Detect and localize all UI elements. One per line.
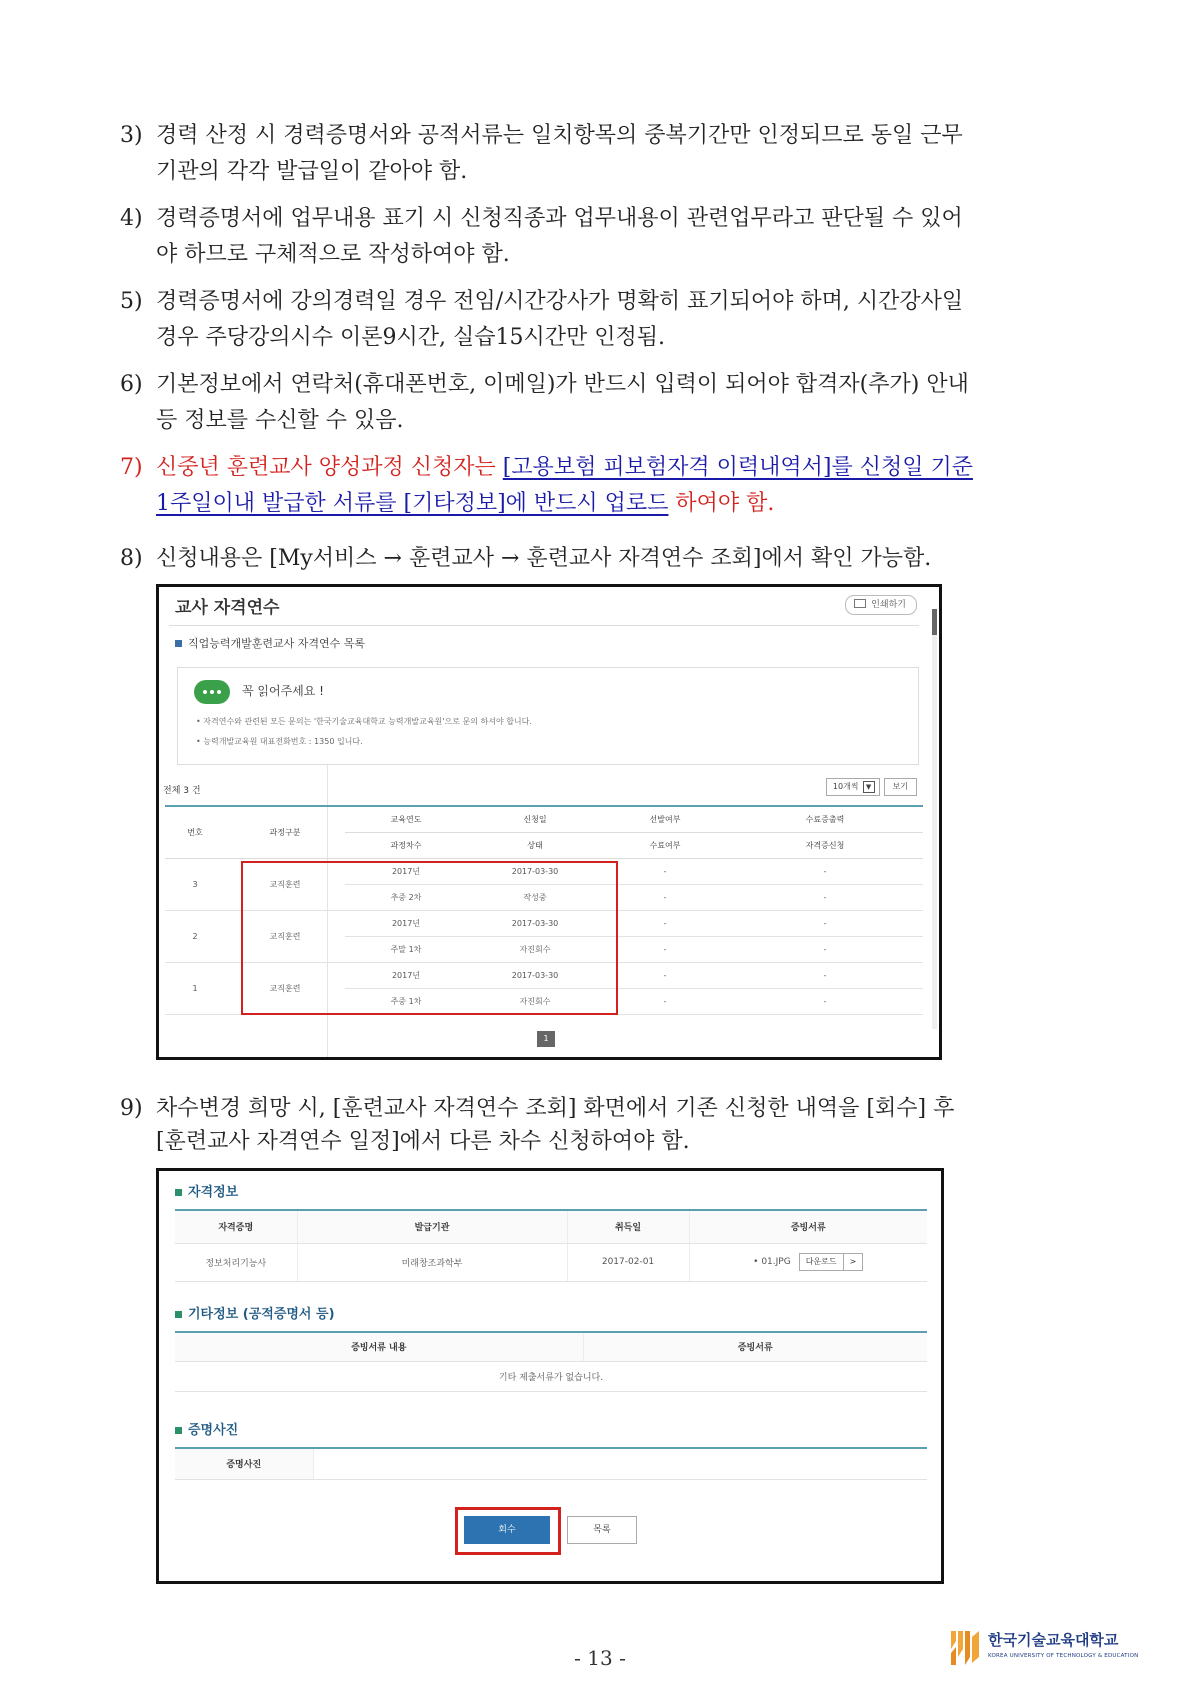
- print-button[interactable]: [845, 595, 917, 615]
- divider: [169, 625, 919, 626]
- col-header-cert-print: 수료증출력: [727, 806, 923, 833]
- page-number: - 13 -: [574, 1646, 626, 1670]
- section-heading-text: 자격정보: [188, 1185, 239, 1200]
- scrollbar[interactable]: [932, 609, 937, 1029]
- item-text-cont: 등 정보를 수신할 수 있음.: [156, 408, 404, 433]
- cell-date: 2017-03-30: [467, 859, 603, 885]
- col-header-acquired: 취득일: [567, 1211, 689, 1243]
- cell-round: 추중 2차: [345, 885, 467, 911]
- university-logo: [948, 1627, 1139, 1671]
- notice-heading: 꼭 읽어주세요 !: [242, 684, 324, 698]
- cell-qualification: 정보처리기능사: [175, 1243, 297, 1281]
- cell-date: 2017-03-30: [467, 963, 603, 989]
- photo-label: 증명사진: [175, 1449, 313, 1479]
- item-text-cont: 경우 주당강의시수 이론9시간, 실습15시간만 인정됨.: [156, 325, 665, 350]
- list-controls: [826, 778, 917, 796]
- col-header-evidence: 증빙서류: [689, 1211, 927, 1243]
- item-number: 9): [120, 1096, 143, 1121]
- item-number: 8): [120, 546, 143, 571]
- list-button[interactable]: 목록: [567, 1516, 637, 1544]
- cell-cert-print: -: [727, 963, 923, 989]
- col-header-selected: 선발여부: [603, 806, 727, 833]
- scrollbar-thumb[interactable]: [932, 609, 937, 635]
- cell-completed: -: [603, 989, 727, 1015]
- empty-message: 기타 제출서류가 없습니다.: [175, 1361, 927, 1391]
- withdraw-button[interactable]: 회수: [464, 1516, 550, 1544]
- col-header-evidence-file: 증빙서류: [583, 1333, 927, 1361]
- cell-no: 2: [165, 911, 225, 963]
- cell-selected: -: [603, 859, 727, 885]
- bullet-icon: [175, 640, 182, 647]
- item-text-cont: [156, 486, 774, 522]
- cell-cert-apply: -: [727, 989, 923, 1015]
- item-text: 차수변경 희망 시, [훈련교사 자격연수 조회] 화면에서 기존 신청한 내역을 [회수] 후: [156, 1096, 955, 1121]
- section-subtitle-text: 직업능력개발훈련교사 자격연수 목록: [188, 637, 366, 650]
- cell-status: 자진회수: [467, 989, 603, 1015]
- item-number: 6): [120, 372, 143, 397]
- cell-acquired: 2017-02-01: [567, 1243, 689, 1281]
- cell-date: 2017-03-30: [467, 911, 603, 937]
- chevron-down-icon: ▼: [863, 781, 875, 793]
- page-size-value: 10개씩: [832, 782, 859, 791]
- page-size-select[interactable]: [826, 778, 880, 796]
- notice-box: [177, 667, 919, 765]
- item-text: 기본정보에서 연락처(휴대폰번호, 이메일)가 반드시 입력이 되어야 합격자(추가) 안내: [156, 372, 969, 397]
- university-emblem-icon: [948, 1627, 982, 1669]
- cell-evidence: [689, 1243, 927, 1281]
- cell-type[interactable]: 교직훈련: [225, 963, 345, 1015]
- logo-korean-name: 한국기술교육대학교: [988, 1631, 1119, 1649]
- item-text-cont: [훈련교사 자격연수 일정]에서 다른 차수 신청하여야 함.: [156, 1129, 690, 1154]
- highlight-box: [241, 861, 618, 1015]
- col-header-year: 교육연도: [345, 806, 467, 833]
- cell-completed: -: [603, 937, 727, 963]
- view-button[interactable]: 보기: [884, 778, 917, 796]
- col-header-issuer: 발급기관: [297, 1211, 567, 1243]
- item-text: 경력증명서에 강의경력일 경우 전임/시간강사가 명확히 표기되어야 하며, 시간강사일: [156, 289, 964, 314]
- cell-no: 3: [165, 859, 225, 911]
- section-heading: [175, 1419, 238, 1438]
- cell-completed: -: [603, 885, 727, 911]
- item-text: 경력증명서에 업무내용 표기 시 신청직종과 업무내용이 관련업무라고 판단될 수 있어: [156, 206, 963, 231]
- cell-year: 2017년: [345, 911, 467, 937]
- col-header-qualification: 자격증명: [175, 1211, 297, 1243]
- highlight-box: [455, 1507, 561, 1555]
- qualification-table: [175, 1211, 927, 1282]
- col-header-date: 신청일: [467, 806, 603, 833]
- cell-year: 2017년: [345, 963, 467, 989]
- logo-english-name: KOREA UNIVERSITY OF TECHNOLOGY & EDUCATION: [988, 1653, 1139, 1659]
- item-text-emphasis: [고용보험 피보험자격 이력내역서]를 신청일 기준: [502, 455, 973, 480]
- notice-line: • 자격연수와 관련된 모든 문의는 '한국기술교육대학교 능력개발교육원'으로 문의 하셔야 합니다.: [196, 717, 532, 726]
- col-header-completed: 수료여부: [603, 833, 727, 859]
- cell-status: 작성중: [467, 885, 603, 911]
- cell-cert-print: -: [727, 911, 923, 937]
- col-header-no: 번호: [165, 806, 225, 859]
- item-number: 4): [120, 206, 143, 231]
- item-text-red: 신중년 훈련교사 양성과정 신청자는: [156, 455, 503, 480]
- section-heading: [175, 1303, 335, 1322]
- item-text-red: 하여야 함.: [668, 491, 775, 516]
- item-text: 경력 산정 시 경력증명서와 공적서류는 일치항목의 중복기간만 인정되므로 동일 근무: [156, 123, 963, 148]
- bullet-icon: [175, 1311, 182, 1318]
- cell-cert-print: -: [727, 859, 923, 885]
- col-header-evidence-content: 증빙서류 내용: [175, 1333, 583, 1361]
- chevron-right-icon: >: [843, 1254, 857, 1270]
- item-number: 3): [120, 123, 143, 148]
- table-row: [175, 1243, 927, 1281]
- screen-title: 교사 자격연수: [175, 598, 280, 618]
- col-header-round: 과정차수: [345, 833, 467, 859]
- item-number: 7): [120, 455, 143, 480]
- print-button-label: 인쇄하기: [871, 600, 906, 610]
- cell-status: 자진회수: [467, 937, 603, 963]
- item-text: [156, 450, 973, 486]
- printer-icon: [854, 599, 866, 608]
- col-header-status: 상태: [467, 833, 603, 859]
- total-count: 전체 3 건: [163, 786, 201, 796]
- item-number: 5): [120, 289, 143, 314]
- download-button[interactable]: [799, 1253, 864, 1271]
- cell-issuer: 미래창조과학부: [297, 1243, 567, 1281]
- download-button-label: 다운로드: [805, 1257, 837, 1266]
- cell-year: 2017년: [345, 859, 467, 885]
- col-header-cert-apply: 자격증신청: [727, 833, 923, 859]
- section-heading-text: 기타정보 (공적증명서 등): [188, 1307, 335, 1322]
- table-row: [175, 1361, 927, 1391]
- item-text-cont: 야 하므로 구체적으로 작성하여야 함.: [156, 242, 510, 267]
- cell-type[interactable]: 교직훈련: [225, 859, 345, 911]
- cell-round: 주말 1차: [345, 937, 467, 963]
- photo-table: [175, 1449, 927, 1480]
- screenshot-training-list: [156, 584, 942, 1060]
- bullet-icon: [175, 1427, 182, 1434]
- cell-no: 1: [165, 963, 225, 1015]
- bullet-icon: [175, 1189, 182, 1196]
- item-text-emphasis: 1주일이내 발급한 서류를 [기타정보]에 반드시 업로드: [156, 491, 669, 516]
- cell-selected: -: [603, 911, 727, 937]
- col-header-type: 과정구분: [225, 806, 345, 859]
- section-heading-text: 증명사진: [188, 1423, 239, 1438]
- screenshot-qualification-detail: [156, 1168, 944, 1584]
- cell-round: 주중 1차: [345, 989, 467, 1015]
- pagination-page[interactable]: 1: [537, 1031, 555, 1047]
- cell-cert-apply: -: [727, 885, 923, 911]
- item-text: 신청내용은 [My서비스 → 훈련교사 → 훈련교사 자격연수 조회]에서 확인 가능함.: [156, 546, 932, 571]
- section-heading: [175, 1181, 238, 1200]
- item-text-cont: 기관의 각각 발급일이 같아야 함.: [156, 159, 468, 184]
- photo-cell: [313, 1449, 927, 1479]
- notice-line: • 능력개발교육원 대표전화번호 : 1350 입니다.: [196, 737, 363, 746]
- speech-bubble-icon: [194, 680, 230, 704]
- cell-selected: -: [603, 963, 727, 989]
- cell-cert-apply: -: [727, 937, 923, 963]
- file-name[interactable]: • 01.JPG: [753, 1257, 791, 1267]
- section-subtitle: [175, 635, 365, 651]
- cell-type[interactable]: 교직훈련: [225, 911, 345, 963]
- other-info-table: [175, 1333, 927, 1392]
